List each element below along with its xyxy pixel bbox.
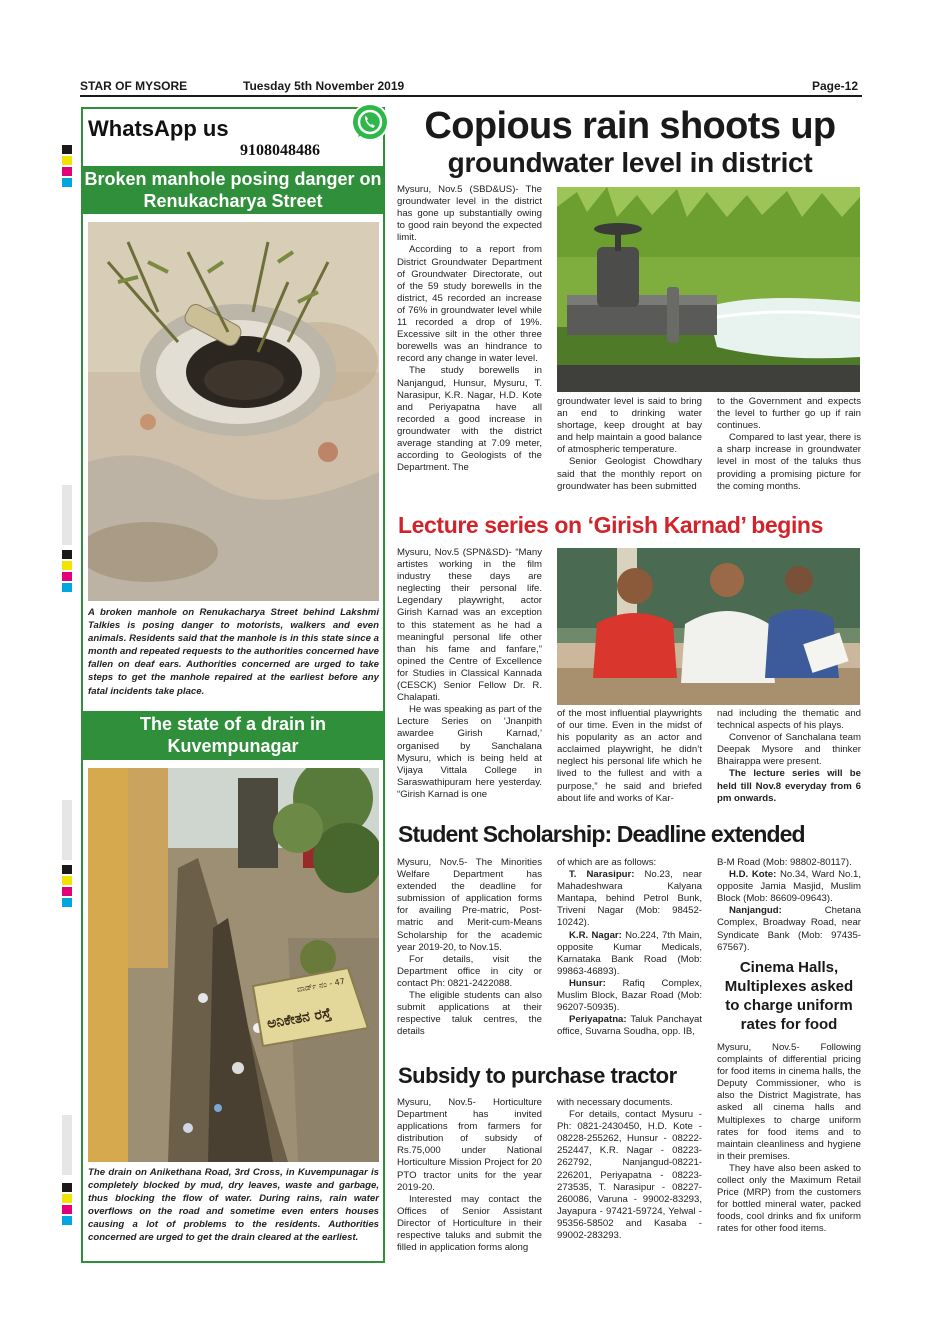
gray-tone-strip: [62, 800, 72, 860]
lecture-paragraph: of the most influential playwrights of our time. Even in the midst of his popularity as an actor and acclaimed playwright, he didn’t neglect his personal life which he lived to the fullest and with a purpose,” he said and briefed about life and works of Kar-: [557, 708, 702, 804]
lecture-column-1: [397, 547, 542, 801]
newspaper-name: STAR OF MYSORE: [80, 79, 188, 93]
tractor-headline: Subsidy to purchase tractor: [398, 1063, 677, 1088]
cinema-headline: Cinema Halls, Multiplexes asked to charge uniform rates for food: [724, 959, 854, 1033]
rain-paragraph: Mysuru, Nov.5 (SBD&US)- The groundwater level in the district has gone up substantially owing to good rain beyond the expected limit.: [397, 184, 542, 244]
drain-sign-text: ಅನಿಕೇತನ ರಸ್ತೆ: [265, 1005, 333, 1033]
cinema-paragraph: They have also been asked to collect only the Maximum Retail Price (MRP) from the customers for bottled mineral water, packed foods, cool drinks and fix uniform rates for other food items.: [717, 1162, 861, 1235]
rain-paragraph: Senior Geologist Chowdhary said that the monthly report on groundwater has been submitted: [557, 456, 702, 492]
gray-tone-strip: [62, 1115, 72, 1175]
rain-paragraph: to the Government and expects the level to further go up if rain continues.: [717, 396, 861, 432]
registration-mark-bottom: [62, 1183, 72, 1227]
rain-column-1: [397, 184, 542, 474]
lecture-paragraph: He was speaking as part of the Lecture Series on ‘Jnanpith awardee Girish Karnad,’ organised by Sanchalana Mysuru, which is being held at Vijaya Vittala College in Saraswathipuram here yesterday. “Girish Karnad is one: [397, 704, 542, 800]
manhole-caption: A broken manhole on Renukacharya Street behind Lakshmi Talkies is posing danger to motorists, walkers and even animals. Residents said that the manhole is in this state since a month and repeated requests to the authorities concerned have fallen on deaf ears. Authorities concerned are urged to take steps to get the manhole repaired at the earliest before any fatal incidents take place.: [88, 607, 379, 697]
lecture-column-2: [557, 708, 702, 805]
lecture-closing: [717, 768, 861, 804]
scholarship-paragraph: For details, visit the Department office in city or contact Ph: 0821-2422088.: [397, 953, 542, 989]
lecture-headline: Lecture series on ‘Girish Karnad’ begins: [398, 512, 823, 538]
whatsapp-phone[interactable]: 9108048486: [240, 142, 320, 159]
scholarship-column-3: [717, 857, 861, 954]
scholarship-centre: [557, 869, 702, 929]
scholarship-paragraph: The eligible students can also submit applications at their respective taluk centres, the details: [397, 990, 542, 1038]
drain-headline: The state of a drain in Kuvempunagar: [81, 711, 385, 760]
registration-mark-middle: [62, 550, 72, 594]
manhole-photo: [88, 222, 379, 601]
cinema-column: [717, 1042, 861, 1236]
cinema-paragraph: Mysuru, Nov.5- Following complaints of differential pricing for food items in cinema halls, the Deputy Commissioner, who is also the District Magistrate, has asked all cinema halls and Multiplexes to charge uniform rates for food items and to maintain cleanliness and hygiene in their premises.: [717, 1042, 861, 1162]
drain-sign-ward: ವಾರ್ಡ್ ನಂ - 47: [296, 976, 346, 994]
registration-mark-lower: [62, 865, 72, 909]
rain-column-3: [717, 396, 861, 493]
page-number: Page-12: [812, 79, 859, 93]
tractor-paragraph: For details, contact Mysuru - Ph: 0821-2430450, H.D. Kote - 08228-255262, Hunsur - 08222-252447, K.R. Nagar - 08223-262792, Nanjangud-08221-226201, Periyapatna - 08223-273535, T. Narasipur - 08227-260086, Varuna - 99002-83293, Jayapura - 97421-59724, Yelwal - 95356-58502 and Kasaba - 99002-283293.: [557, 1109, 702, 1242]
centre-address: No.23, near Mahadeshwara Kalyana Mantapa, behind Petrol Bunk, Triveni Nagar (Mob: 98452-10242).: [557, 869, 702, 929]
tractor-paragraph: with necessary documents.: [557, 1097, 673, 1108]
centre-address: Taluk Panchayat office, Suvarna Soudha, opp. IB,: [557, 1014, 702, 1038]
centre-label: Nanjangud:: [729, 905, 782, 917]
centre-label: T. Narasipur:: [569, 869, 635, 881]
scholarship-column-1: [397, 857, 542, 1038]
lecture-paragraph: Convenor of Sanchalana team Deepak Mysore and thinker Bhairappa were present.: [717, 732, 861, 768]
scholarship-headline: Student Scholarship: Deadline extended: [398, 821, 805, 847]
manhole-headline: Broken manhole posing danger on Renukacharya Street: [81, 166, 385, 214]
rain-paragraph: According to a report from District Groundwater Department of Groundwater Directorate, out of the 59 study borewells in the district, 45 recorded an increase of 76% in groundwater level while 11 recorded a drop of 19%. Excessive silt in the other three borewells was an hindrance to record any change in water level.: [397, 244, 542, 365]
whatsapp-title: WhatsApp us: [88, 116, 229, 141]
tractor-column-2: [557, 1097, 702, 1242]
scholarship-centre: [717, 869, 861, 905]
gray-tone-strip: [62, 485, 72, 545]
scholarship-centre: [557, 930, 702, 978]
rain-headline-line1: Copious rain shoots up: [424, 105, 836, 147]
centre-address: Rafiq Complex, Muslim Block, Bazar Road (Mob: 96207-50935).: [557, 977, 702, 1014]
centre-address: Chetana Complex, Broadway Road, near Syndicate Bank (Mob: 97435-67567).: [717, 905, 861, 953]
rain-column-2: [557, 396, 702, 493]
registration-mark-top: [62, 145, 72, 189]
scholarship-paragraph: B-M Road (Mob: 98802-80117).: [717, 857, 852, 868]
drain-photo: [88, 768, 379, 1162]
scholarship-centre: [557, 1014, 702, 1038]
lecture-photo: [557, 548, 860, 705]
drain-caption: The drain on Anikethana Road, 3rd Cross, in Kuvempunagar is completely blocked by mud, dry leaves, waste and garbage, thus blocking the flow of water. During rains, rain water overflows on the road and sometime even enters houses causing a lot of problems to the residents. Authorities concerned are urged to get the drain cleared at the earliest.: [88, 1167, 379, 1244]
whatsapp-icon: [349, 102, 391, 144]
scholarship-paragraph: of which are as follows:: [557, 857, 657, 868]
rain-headline-line2: groundwater level in district: [447, 147, 813, 178]
centre-label: Hunsur:: [569, 977, 606, 989]
centre-label: H.D. Kote:: [729, 869, 777, 881]
centre-address: No.34, Ward No.1, opposite Jamia Masjid, Muslim Block (Mob: 86609-09643).: [717, 869, 862, 905]
lecture-paragraph: nad including the thematic and technical aspects of his plays.: [717, 708, 861, 732]
centre-label: K.R. Nagar:: [569, 929, 622, 941]
scholarship-paragraph: Mysuru, Nov.5- The Minorities Welfare Department has extended the deadline for submission of application forms for availing Pre-matric, Post-matric and Merit-cum-Means Scholarship for the academic year 2019-20, to Nov.15.: [397, 857, 542, 953]
issue-date: Tuesday 5th November 2019: [243, 79, 405, 93]
centre-address: No.224, 7th Main, opposite Kumar Medicals, Karnataka Bank Road (Mob: 99863-46893).: [557, 929, 702, 977]
header-rule: [80, 95, 862, 97]
tractor-column-1: [397, 1097, 542, 1254]
tractor-paragraph: Interested may contact the Offices of Senior Assistant Director of Horticulture in their respective taluks and submit the filled in application forms along: [397, 1193, 542, 1254]
rain-paragraph: Compared to last year, there is a sharp increase in groundwater level in most of the taluks thus providing a promising picture for the coming months.: [717, 432, 861, 492]
lecture-column-3: [717, 708, 861, 805]
rain-paragraph: The study borewells in Nanjangud, Hunsur, Mysuru, T. Narasipur, K.R. Nagar, H.D. Kote and Periyapatna have all recorded a good increase in groundwater with the district average standing at 7.09 meter, according to Geologists of the Department. The: [397, 365, 542, 474]
lecture-paragraph: Mysuru, Nov.5 (SPN&SD)- “Many artistes working in the film industry these days are neglecting their personal life. Legendary playwright, actor Girish Karnad was an exception to this statement as he had a meaningful personal life other than his fame and fanfare,” opined the Centre of Excellence for Studies in Classical Kannada (CESCK) Senior Fellow Dr. R. Chalapati.: [397, 547, 542, 704]
scholarship-centre: [557, 978, 702, 1014]
centre-label: Periyapatna:: [569, 1014, 627, 1026]
scholarship-column-2: [557, 857, 702, 1038]
tractor-paragraph: Mysuru, Nov.5- Horticulture Department has invited applications from farmers for distribution of subsidy of Rs.75,000 under National Horticulture Mission Project for 20 PTO tractor units for the year 2019-20.: [397, 1097, 542, 1193]
water-pipe-photo: [557, 187, 860, 392]
rain-paragraph: groundwater level is said to bring an end to drinking water shortage, keep drought at bay and help maintain a good balance of atmospheric temperature.: [557, 396, 702, 456]
lecture-closing-bold: The lecture series will be held till Nov.8 everyday from 6 pm onwards.: [717, 768, 861, 804]
scholarship-centre: [717, 905, 861, 953]
